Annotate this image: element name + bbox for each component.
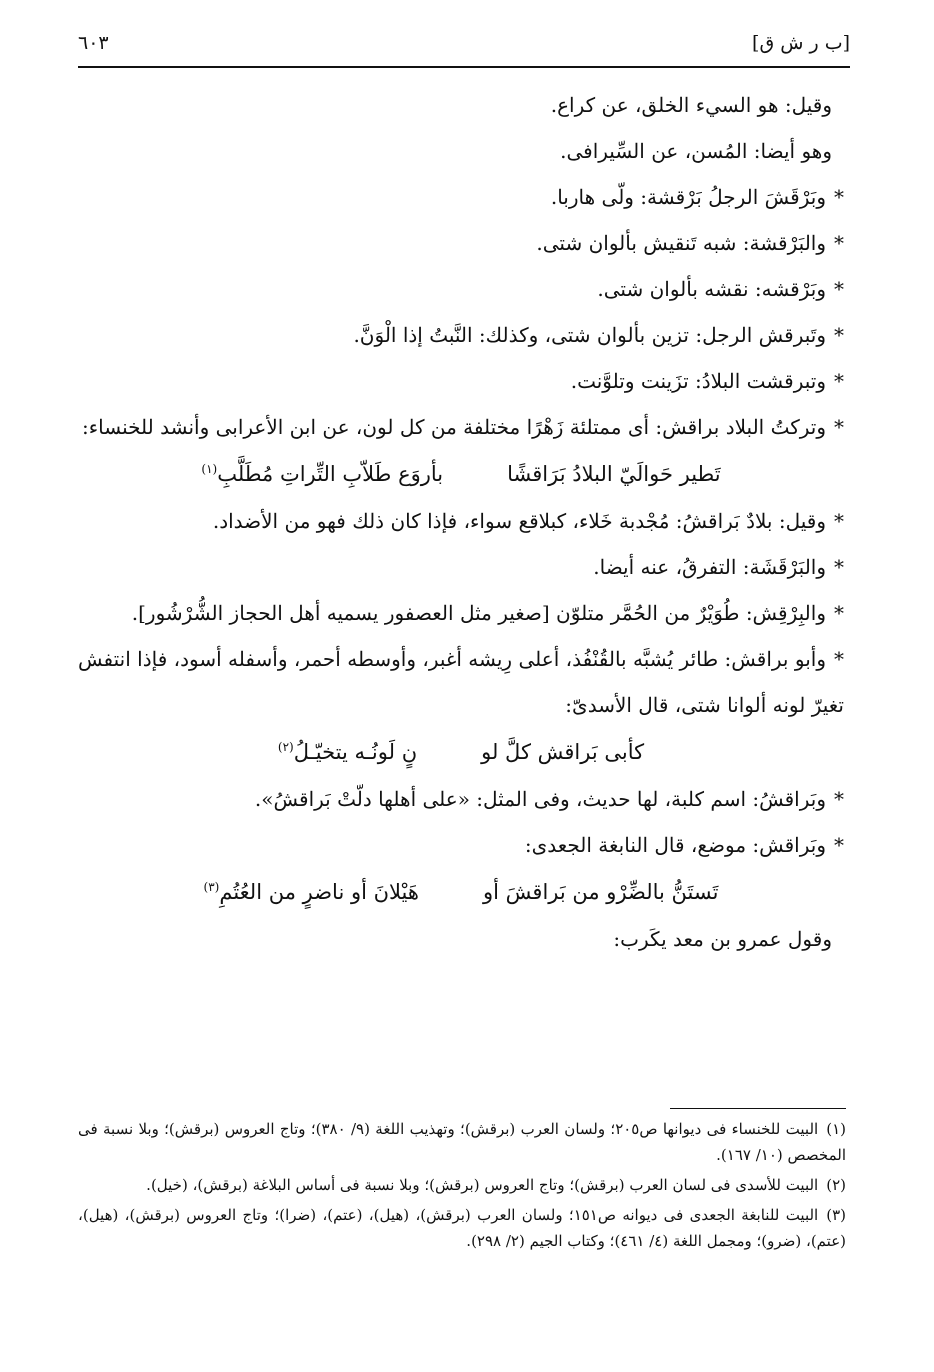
entry-paragraph: *وبَرْقَشَ الرجلُ بَرْقشة: ولّى هاربا. (550, 185, 844, 209)
entry-paragraph: *وأبو براقش: طائر يُشبَّه بالقُنْفُذ، أعلى رِيشه أغبر، وأوسطه أحمر، وأسفله أسود، فإذا انتفش تغيرّ لونه ألوانا شتى، قال الأسدىّ: (78, 647, 844, 717)
verse-line (78, 868, 844, 916)
page-header (78, 30, 850, 64)
verse-line (78, 728, 844, 776)
entry-paragraph: *وبَرْقشه: نقشه بألوان شتى. (597, 277, 844, 301)
entry-paragraph: وهو أيضا: المُسن، عن السِّيرافى. (560, 139, 832, 163)
entry-marker: * (834, 369, 844, 393)
entry-paragraph: *وبَراقشُ: اسم كلبة، لها حديث، وفى المثل: «على أهلها دلّتْ بَراقشُ». (254, 787, 844, 811)
footnotes (78, 1116, 846, 1258)
entry-paragraph: وقيل: هو السيء الخلق، عن كراع. (550, 93, 832, 117)
footnote-number: (١) (826, 1120, 846, 1138)
entry-paragraph: *وتركتُ البلاد براقش: أى ممتلئة زَهْرًا مختلفة من كل لون، عن ابن الأعرابى وأنشد للخنساء: (82, 415, 844, 439)
verse-line (78, 450, 844, 498)
entry-marker: * (834, 415, 844, 439)
root-label: [ب ر ش ق] (752, 32, 850, 54)
entry-marker: * (834, 323, 844, 347)
verse-hemistich: تَطير حَوالَيّ البلادُ بَرَاقشًا (507, 462, 721, 486)
entry-paragraph: *وتَبرقش الرجل: تزين بألوان شتى، وكذلك: النَّبتُ إذا الْوَنَّ. (353, 323, 844, 347)
entry-marker: * (834, 647, 844, 671)
header-rule (78, 66, 850, 68)
footnote (78, 1172, 846, 1198)
entry-marker: * (834, 277, 844, 301)
entry-marker: * (834, 833, 844, 857)
footnote-text: البيت للنابغة الجعدى فى ديوانه ص١٥١؛ ولسان العرب (برقش)، (هيل)، (عتم)، (ضرا)؛ وتاج العروس (برقش)، (هيل)، (عتم)، (ضرو)؛ ومجمل اللغة (٤/ ٤٦١)؛ وكتاب الجيم (٢/ ٢٩٨). (78, 1206, 846, 1250)
verse-hemistich: نٍ لَونُـه يتخيّـلُ$^{(٢)}$ (277, 740, 418, 764)
entry-marker: * (834, 231, 844, 255)
entry-paragraph: وقول عمرو بن معد يكَرب: (613, 927, 832, 951)
footnote (78, 1202, 846, 1254)
verse-hemistich: بأروَع طَلاّبِ التِّراتِ مُطَلَّبِ$^{(١)}$ (201, 462, 444, 486)
verse-hemistich: كأبى بَراقش كلَّ لو (481, 740, 645, 764)
entry-marker: * (834, 509, 844, 533)
footnote-rule (670, 1108, 846, 1109)
main-text (78, 82, 844, 962)
footnote-ref[interactable]: (٢) (277, 740, 294, 754)
entry-paragraph: *والبَرْقشة: شبه تَنقيش بألوان شتى. (536, 231, 844, 255)
footnote-number: (٣) (826, 1206, 846, 1224)
footnote-ref[interactable]: (١) (201, 462, 218, 476)
footnote (78, 1116, 846, 1168)
entry-paragraph: *وبَراقش: موضع، قال النابغة الجعدى: (524, 833, 844, 857)
entry-paragraph: *والبَرْقَشَة: التفرقُ، عنه أيضا. (593, 555, 844, 579)
entry-marker: * (834, 601, 844, 625)
verse-hemistich: هَيْلانَ أو ناضرٍ من العُتُمِ$^{(٣)}$ (203, 880, 419, 904)
footnote-ref[interactable]: (٣) (203, 880, 220, 894)
entry-marker: * (834, 787, 844, 811)
footnote-text: البيت للخنساء فى ديوانها ص٢٠٥؛ ولسان العرب (برقش)؛ وتهذيب اللغة (٩/ ٣٨٠)؛ وتاج العروس (برقش)؛ وبلا نسبة فى المخصص (١٠/ ١٦٧). (78, 1120, 846, 1164)
entry-paragraph: *وتبرقشت البلادُ: تزَينت وتلوَّنت. (570, 369, 844, 393)
page-number: ٦٠٣ (78, 32, 109, 54)
footnote-number: (٢) (826, 1176, 846, 1194)
footnote-text: البيت للأسدى فى لسان العرب (برقش)؛ وتاج العروس (برقش)؛ وبلا نسبة فى أساس البلاغة (برقش)، (خيل). (146, 1176, 819, 1194)
entry-paragraph: *والبِرْقِش: طُوَيْرٌ من الحُمَّر متلوّن [صغير مثل العصفور يسميه أهل الحجاز الشُّرْشُور]. (131, 601, 844, 625)
verse-hemistich: تَستَنُّ بالضِّرْو من بَراقشَ أو (482, 880, 719, 904)
entry-marker: * (834, 185, 844, 209)
entry-marker: * (834, 555, 844, 579)
entry-paragraph: *وقيل: بلادٌ بَراقشُ: مُجْدبة خَلاء، كبلاقع سواء، فإذا كان ذلك فهو من الأضداد. (212, 509, 844, 533)
